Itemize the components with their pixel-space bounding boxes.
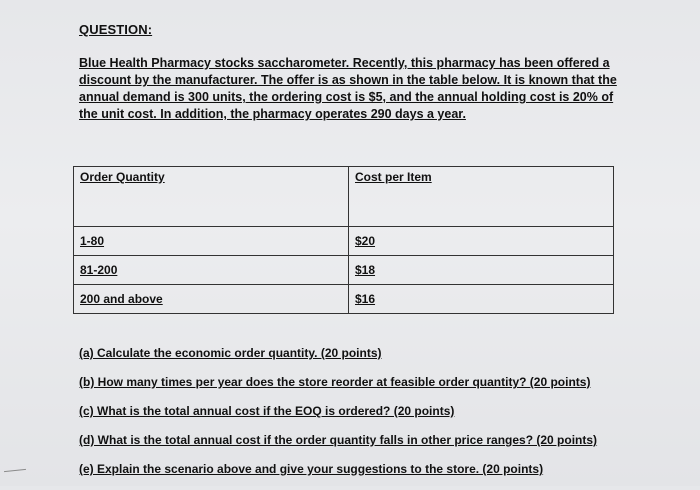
cost-cell [349,256,614,285]
order-quantity-cell [74,285,349,314]
pen-mark [4,469,26,472]
discount-table [73,166,614,314]
question-c: (c) What is the total annual cost if the EOQ is ordered? (20 points) [79,404,455,418]
table-row [74,285,614,314]
question-list [79,345,679,490]
cost-value: $16 [355,292,376,306]
question-intro: Blue Health Pharmacy stocks saccharometer. Recently, this pharmacy has been offered a discount by the manufacturer. The offer is as shown in the table below. It is known that the annual demand is 300 units, the ordering cost is $5, and the annual holding cost is 20% of the unit cost. In addition, the pharmacy operates 290 days a year. [79,56,617,121]
header-order-quantity: Order Quantity [74,167,349,227]
cost-value: $18 [355,263,376,277]
cost-cell [349,285,614,314]
order-quantity-value: 200 and above [80,292,163,306]
header-cost-per-item: Cost per Item [349,167,614,227]
question-a: (a) Calculate the economic order quantity. (20 points) [79,346,382,360]
cost-value: $20 [355,234,376,248]
order-quantity-value: 81-200 [80,263,118,277]
table-header-row [74,167,614,227]
question-d: (d) What is the total annual cost if the order quantity falls in other price ranges? (20 points) [79,433,598,447]
order-quantity-cell [74,227,349,256]
cost-cell [349,227,614,256]
table-row [74,227,614,256]
question-heading: QUESTION: [79,22,153,37]
table-row [74,256,614,285]
question-e: (e) Explain the scenario above and give your suggestions to the store. (20 points) [79,462,544,476]
order-quantity-value: 1-80 [80,234,105,248]
question-b: (b) How many times per year does the store reorder at feasible order quantity? (20 points) [79,375,591,389]
order-quantity-cell [74,256,349,285]
